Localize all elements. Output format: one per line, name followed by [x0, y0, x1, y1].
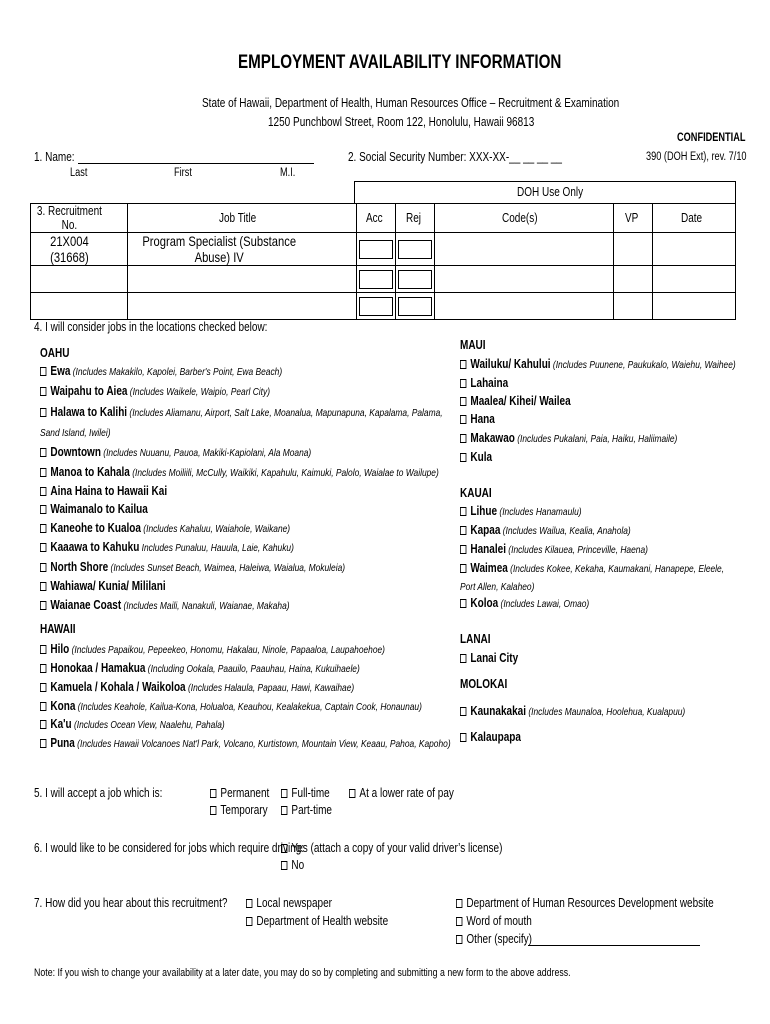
acc-cell[interactable]: [357, 293, 396, 320]
location-includes: (Includes Aliamanu, Airport, Salt Lake, Moanalua, Mapunapuna, Kapalama, Palama,: [127, 407, 443, 419]
locations-intro: 4. I will consider jobs in the locations checked below:: [34, 320, 268, 334]
name-first-caption: First: [174, 167, 192, 179]
vp-cell[interactable]: [614, 233, 653, 266]
driving-yes-label: Yes (attach a copy of your valid driver’s license): [291, 841, 503, 855]
location-item-kauai[interactable]: [460, 542, 648, 556]
location-item-hawaii[interactable]: [40, 717, 225, 731]
col-acc: Acc: [365, 211, 383, 225]
temporary-label: Temporary: [220, 803, 268, 817]
location-item-hawaii[interactable]: [40, 680, 354, 694]
location-includes: (Includes Keahole, Kailua-Kona, Holualoa, Keauhou, Kealakekua, Captain Cook, Honaunau): [75, 701, 422, 713]
checkbox-icon[interactable]: [40, 683, 46, 692]
date-cell[interactable]: [653, 266, 736, 293]
job-title-cell[interactable]: [128, 293, 357, 320]
col-job-title: Job Title: [218, 211, 256, 225]
location-item-oahu[interactable]: [40, 579, 166, 593]
location-item-oahu[interactable]: [40, 521, 290, 535]
location-item-maui[interactable]: [460, 450, 492, 464]
dhrd-website-option[interactable]: [456, 896, 714, 910]
checkbox-icon[interactable]: [456, 899, 462, 908]
checkbox-icon[interactable]: [460, 707, 466, 716]
location-item-molokai[interactable]: [460, 730, 521, 744]
location-includes: (Includes Sunset Beach, Waimea, Haleiwa, Waialua, Mokuleia): [108, 562, 346, 574]
checkbox-icon[interactable]: [40, 664, 46, 673]
location-name: Lanai City: [470, 651, 519, 665]
location-includes: (Includes Puunene, Paukukalo, Waiehu, Waihee): [550, 359, 736, 371]
location-item-kauai[interactable]: [460, 596, 589, 610]
checkbox-icon[interactable]: [460, 360, 466, 369]
location-item-oahu[interactable]: [40, 598, 290, 612]
permanent-option[interactable]: [210, 786, 269, 800]
location-includes: (Includes Kahaluu, Waiahole, Waikane): [140, 523, 291, 535]
checkbox-icon[interactable]: [246, 917, 252, 926]
location-item-hawaii[interactable]: [40, 661, 360, 675]
location-item-maui[interactable]: [460, 394, 571, 408]
codes-cell[interactable]: [435, 266, 614, 293]
location-includes: (Includes Lawai, Omao): [498, 598, 590, 610]
location-name: Puna: [50, 736, 75, 750]
location-name: Waimanalo to Kailua: [50, 502, 148, 516]
recruitment-no-cell[interactable]: [31, 266, 128, 293]
checkbox-icon[interactable]: [460, 434, 466, 443]
location-item-maui[interactable]: [460, 357, 736, 371]
checkbox-icon[interactable]: [210, 789, 216, 798]
location-item-oahu[interactable]: [40, 502, 148, 516]
driving-no-option[interactable]: [281, 858, 304, 872]
location-item-oahu[interactable]: [40, 560, 345, 574]
doh-website-option[interactable]: [246, 914, 388, 928]
location-item-lanai[interactable]: [460, 651, 518, 665]
checkbox-icon[interactable]: [460, 453, 466, 462]
checkbox-icon[interactable]: [40, 582, 46, 591]
checkbox-icon[interactable]: [40, 543, 46, 552]
checkbox-icon[interactable]: [40, 702, 46, 711]
location-includes: (Includes Ocean View, Naalehu, Pahala): [71, 719, 225, 731]
other-option[interactable]: [456, 932, 532, 946]
location-includes: (Includes Maunaloa, Hoolehua, Kualapuu): [525, 706, 686, 718]
location-name: Halawa to Kalihi: [50, 405, 128, 419]
checkbox-icon[interactable]: [281, 789, 287, 798]
location-item-oahu[interactable]: [40, 405, 443, 419]
region-heading-molokai: MOLOKAI: [460, 677, 508, 691]
agency-line: State of Hawaii, Department of Health, Human Resources Office – Recruitment & Examination: [202, 96, 620, 110]
location-name: Lahaina: [470, 376, 509, 390]
location-includes: (Includes Maili, Nanakuli, Waianae, Makaha): [121, 600, 290, 612]
footer-note: Note: If you wish to change your availability at a later date, you may do so by completing and submitting a new form to the above address.: [34, 967, 571, 979]
location-item-maui[interactable]: [460, 431, 677, 445]
recruitment-no-cell[interactable]: 21X004 (31668): [50, 233, 89, 265]
checkbox-icon[interactable]: [281, 844, 287, 853]
location-includes: (Includes Wailua, Kealia, Anahola): [500, 525, 631, 537]
checkbox-icon[interactable]: [460, 599, 466, 608]
ssn-field[interactable]: 2. Social Security Number: XXX-XX-__ __ __ __: [348, 150, 562, 164]
checkbox-icon[interactable]: [40, 487, 46, 496]
location-includes: (Including Ookala, Paauilo, Paauhau, Haina, Kukuihaele): [145, 663, 360, 675]
rej-cell[interactable]: [396, 293, 435, 320]
checkbox-icon[interactable]: [456, 935, 462, 944]
location-name: Ka'u: [50, 717, 72, 731]
form-number: 390 (DOH Ext), rev. 7/10: [646, 151, 747, 163]
word-of-mouth-option[interactable]: [456, 914, 532, 928]
location-name: Lihue: [470, 504, 498, 518]
table-row: [31, 293, 736, 320]
location-name: Kona: [50, 699, 76, 713]
location-item-oahu[interactable]: [40, 364, 282, 378]
date-cell[interactable]: [653, 293, 736, 320]
location-name: Honokaa / Hamakua: [50, 661, 146, 675]
location-item-kauai[interactable]: [460, 561, 724, 575]
checkbox-icon[interactable]: [460, 415, 466, 424]
page-title: EMPLOYMENT AVAILABILITY INFORMATION: [238, 52, 562, 73]
location-name: Wahiawa/ Kunia/ Mililani: [50, 579, 166, 593]
permanent-label: Permanent: [220, 786, 270, 800]
lower-rate-option[interactable]: [349, 786, 454, 800]
checkbox-icon[interactable]: [210, 806, 216, 815]
name-field[interactable]: [78, 163, 314, 164]
checkbox-icon[interactable]: [40, 367, 46, 376]
q6-label: 6. I would like to be considered for jobs which require driving:: [34, 841, 305, 855]
location-name: Makawao: [470, 431, 515, 445]
vp-cell[interactable]: [614, 293, 653, 320]
checkbox-icon[interactable]: [246, 899, 252, 908]
location-includes: Includes Punaluu, Hauula, Laie, Kahuku): [139, 542, 294, 554]
confidential-label: CONFIDENTIAL: [677, 132, 746, 144]
location-name: Aina Haina to Hawaii Kai: [50, 484, 168, 498]
checkbox-icon[interactable]: [40, 468, 46, 477]
location-includes: (Includes Moiliili, McCully, Waikiki, Kapahulu, Kaimuki, Palolo, Waialae to Wailupe): [129, 467, 439, 479]
location-includes: Sand Island, Iwilei): [40, 427, 111, 439]
table-row: [31, 266, 736, 293]
location-includes: (Includes Nuuanu, Pauoa, Makiki-Kapiolani, Ala Moana): [100, 447, 312, 459]
recruitment-no-cell[interactable]: [31, 293, 128, 320]
checkbox-icon[interactable]: [40, 524, 46, 533]
location-item-oahu[interactable]: [40, 465, 439, 479]
location-item-oahu[interactable]: [40, 540, 294, 554]
location-includes: (Includes Pukalani, Paia, Haiku, Haliimaile): [514, 433, 678, 445]
q7-label: 7. How did you hear about this recruitment?: [34, 896, 228, 910]
location-includes: Port Allen, Kalaheo): [460, 581, 535, 593]
temporary-option[interactable]: [210, 803, 268, 817]
checkbox-icon[interactable]: [460, 507, 466, 516]
location-name: Kalaupapa: [470, 730, 521, 744]
checkbox-icon[interactable]: [40, 505, 46, 514]
location-item-kauai: [460, 579, 534, 593]
location-name: Hilo: [50, 642, 70, 656]
newspaper-label: Local newspaper: [256, 896, 333, 910]
job-title-cell[interactable]: [128, 266, 357, 293]
codes-cell[interactable]: [435, 293, 614, 320]
date-cell[interactable]: [653, 233, 736, 266]
location-name: Maalea/ Kihei/ Wailea: [470, 394, 571, 408]
location-item-kauai[interactable]: [460, 504, 582, 518]
location-name: Kula: [470, 450, 493, 464]
table-header-row: [31, 204, 736, 233]
q5-label: 5. I will accept a job which is:: [34, 786, 163, 800]
job-title-cell[interactable]: Program Specialist (Substance Abuse) IV: [142, 233, 297, 265]
checkbox-icon[interactable]: [456, 917, 462, 926]
location-name: Waipahu to Aiea: [50, 384, 128, 398]
col-vp: VP: [624, 211, 639, 225]
checkbox-icon[interactable]: [460, 564, 466, 573]
location-item-maui[interactable]: [460, 412, 495, 426]
location-item-kauai[interactable]: [460, 523, 631, 537]
doh-use-only-header: [354, 181, 736, 203]
location-includes: (Includes Hawaii Volcanoes Nat'l Park, Volcano, Kurtistown, Mountain View, Keaau, Pahoa, Kapoho): [74, 738, 451, 750]
checkbox-icon[interactable]: [40, 387, 46, 396]
location-name: Ewa: [50, 364, 71, 378]
checkbox-icon[interactable]: [281, 806, 287, 815]
location-name: Downtown: [50, 445, 101, 459]
location-name: Wailuku/ Kahului: [470, 357, 551, 371]
checkbox-icon[interactable]: [460, 379, 466, 388]
region-heading-kauai: KAUAI: [460, 486, 492, 500]
location-includes: (Includes Waikele, Waipio, Pearl City): [127, 386, 270, 398]
col-codes: Code(s): [501, 211, 538, 225]
address-line: 1250 Punchbowl Street, Room 122, Honolulu, Hawaii 96813: [268, 115, 535, 129]
location-item-oahu: [40, 425, 111, 439]
location-item-hawaii[interactable]: [40, 699, 422, 713]
location-name: Kaunakakai: [470, 704, 526, 718]
rej-cell[interactable]: [396, 266, 435, 293]
other-specify-field[interactable]: [528, 945, 700, 946]
region-heading-maui: MAUI: [460, 338, 486, 352]
checkbox-icon[interactable]: [460, 397, 466, 406]
checkbox-icon[interactable]: [40, 720, 46, 729]
table-row: [31, 233, 736, 266]
name-last-caption: Last: [70, 167, 88, 179]
region-heading-lanai: LANAI: [460, 632, 491, 646]
region-heading-oahu: OAHU: [40, 346, 70, 360]
checkbox-icon[interactable]: [281, 861, 287, 870]
location-name: North Shore: [50, 560, 109, 574]
acc-cell[interactable]: [357, 233, 396, 266]
checkbox-icon[interactable]: [460, 526, 466, 535]
fulltime-label: Full-time: [291, 786, 330, 800]
parttime-option[interactable]: [281, 803, 332, 817]
region-heading-hawaii: HAWAII: [40, 622, 76, 636]
location-name: Waimea: [470, 561, 508, 575]
lower-rate-label: At a lower rate of pay: [359, 786, 454, 800]
location-item-oahu[interactable]: [40, 484, 167, 498]
driving-no-label: No: [291, 858, 305, 872]
codes-cell[interactable]: [435, 233, 614, 266]
location-item-oahu[interactable]: [40, 445, 311, 459]
fulltime-option[interactable]: [281, 786, 330, 800]
location-name: Hana: [470, 412, 495, 426]
name-mi-caption: M.I.: [280, 167, 296, 179]
checkbox-icon[interactable]: [460, 654, 466, 663]
doh-website-label: Department of Health website: [256, 914, 389, 928]
name-label: 1. Name:: [34, 150, 75, 164]
location-includes: (Includes Kokee, Kekaha, Kaumakani, Hanapepe, Eleele,: [507, 563, 725, 575]
checkbox-icon[interactable]: [349, 789, 355, 798]
location-includes: (Includes Halaula, Papaau, Hawi, Kawaihae): [185, 682, 355, 694]
vp-cell[interactable]: [614, 266, 653, 293]
location-item-hawaii[interactable]: [40, 736, 451, 750]
checkbox-icon[interactable]: [40, 739, 46, 748]
checkbox-icon[interactable]: [40, 448, 46, 457]
checkbox-icon[interactable]: [40, 601, 46, 610]
location-name: Koloa: [470, 596, 499, 610]
checkbox-icon[interactable]: [40, 563, 46, 572]
location-item-hawaii[interactable]: [40, 642, 385, 656]
checkbox-icon[interactable]: [460, 545, 466, 554]
location-item-oahu[interactable]: [40, 384, 270, 398]
location-name: Hanalei: [470, 542, 506, 556]
location-item-maui[interactable]: [460, 376, 508, 390]
acc-cell[interactable]: [357, 266, 396, 293]
checkbox-icon[interactable]: [40, 645, 46, 654]
col-date: Date: [680, 211, 702, 225]
checkbox-icon[interactable]: [40, 408, 46, 417]
location-name: Kamuela / Kohala / Waikoloa: [50, 680, 186, 694]
col-rej: Rej: [405, 211, 421, 225]
location-name: Kaaawa to Kahuku: [50, 540, 140, 554]
other-label: Other (specify): [466, 932, 532, 946]
col-recruitment-no: 3. Recruitment No.: [36, 204, 102, 232]
doh-use-only-label: DOH Use Only: [517, 185, 584, 199]
location-includes: (Includes Papaikou, Pepeekeo, Honomu, Hakalau, Ninole, Papaaloa, Laupahoehoe): [69, 644, 385, 656]
driving-yes-option[interactable]: [281, 841, 502, 855]
location-includes: (Includes Hanamaulu): [497, 506, 582, 518]
location-name: Waianae Coast: [50, 598, 122, 612]
location-name: Kapaa: [470, 523, 501, 537]
checkbox-icon[interactable]: [460, 733, 466, 742]
word-of-mouth-label: Word of mouth: [466, 914, 532, 928]
rej-cell[interactable]: [396, 233, 435, 266]
location-name: Kaneohe to Kualoa: [50, 521, 141, 535]
dhrd-website-label: Department of Human Resources Development website: [466, 896, 714, 910]
newspaper-option[interactable]: [246, 896, 332, 910]
parttime-label: Part-time: [291, 803, 332, 817]
location-item-molokai[interactable]: [460, 704, 685, 718]
location-includes: (Includes Makakilo, Kapolei, Barber's Point, Ewa Beach): [70, 366, 283, 378]
location-includes: (Includes Kilauea, Princeville, Haena): [505, 544, 648, 556]
location-name: Manoa to Kahala: [50, 465, 130, 479]
recruitment-table: [30, 203, 736, 320]
